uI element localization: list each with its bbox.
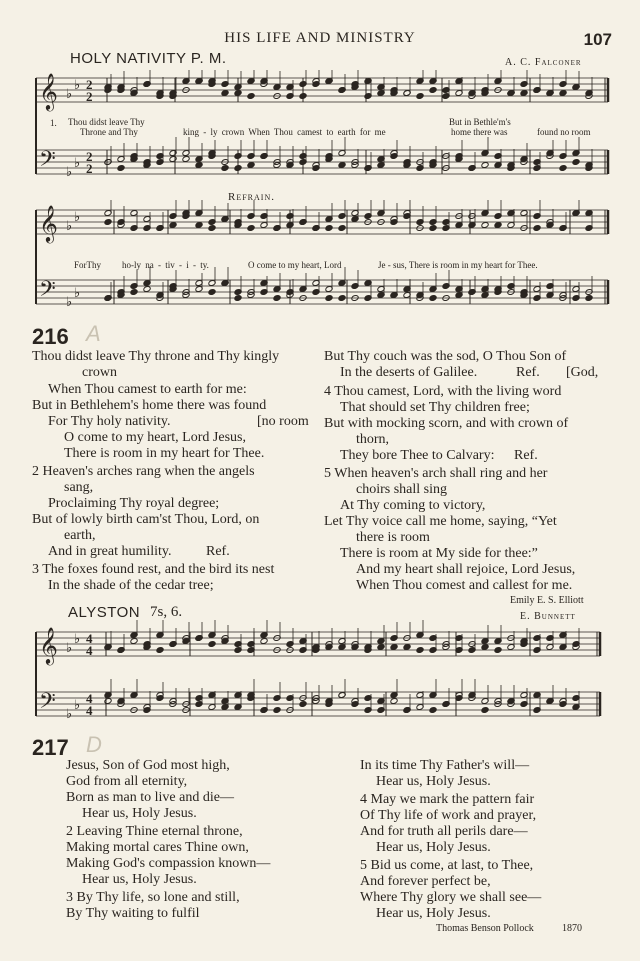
flat-sign: ♭ (74, 77, 81, 92)
hymn217-left-line: Hear us, Holy Jesus. (82, 806, 197, 821)
hymn216-right-line: Let Thy voice call me home, saying, “Yet (324, 514, 557, 529)
hymn217-left-line: 3 By Thy life, so lone and still, (66, 890, 240, 905)
time-signature-denominator: 2 (86, 161, 93, 176)
hymn216-left-line: In the shade of the cedar tree; (48, 578, 214, 593)
tune-name-alyston: ALYSTON (68, 604, 141, 621)
hymn216-right-line: And my heart shall rejoice, Lord Jesus, (356, 562, 576, 577)
flat-sign: ♭ (66, 706, 73, 721)
note-head (481, 644, 489, 651)
hymn216-right-line: choirs shall sing (356, 482, 447, 497)
note-head (130, 638, 138, 645)
hymn216-left-line: earth, (64, 528, 96, 543)
note-head (221, 90, 229, 97)
flat-sign: ♭ (74, 697, 81, 712)
hymn216-right-line: 4 Thou camest, Lord, with the living word (324, 384, 562, 399)
note-head (494, 222, 502, 229)
note-head (468, 165, 476, 172)
flat-sign: ♭ (74, 155, 81, 170)
note-head (403, 644, 411, 651)
hymn216-left-line: [no room (257, 414, 309, 429)
hymn-number-216: 216 (32, 324, 69, 349)
flat-sign: ♭ (66, 86, 73, 101)
hymn216-right-line: Ref. (516, 365, 540, 380)
note-head (195, 222, 203, 229)
hymn217-left-line: Jesus, Son of God most high, (66, 758, 230, 773)
lyric-line-2: Throne and Thy (80, 127, 138, 137)
note-head (442, 701, 450, 708)
hymn216-left-line: crown (82, 365, 117, 380)
hymn216-right-line: In the deserts of Galilee. (340, 365, 478, 380)
note-head (533, 225, 541, 232)
bass-clef-icon: 𝄢 (39, 147, 56, 177)
hymn216-left-line: But of lowly birth cam'st Thou, Lord, on (32, 512, 260, 527)
music-system-3 (0, 620, 640, 740)
hymn217-right-line: Hear us, Holy Jesus. (376, 774, 491, 789)
note-head (273, 295, 281, 302)
note-head (572, 210, 580, 217)
lyric-line-5: home there was (451, 127, 508, 137)
note-head (143, 286, 151, 293)
note-head (351, 644, 359, 651)
lyric-line-3: king - ly crown When Thou camest to earth for me (183, 127, 386, 137)
refrain-lyric-1: ForThy (74, 260, 101, 270)
hymn216-right-line: 5 When heaven's arch shall ring and her (324, 466, 548, 481)
note-head (234, 90, 242, 97)
flat-sign: ♭ (66, 164, 73, 179)
hymn217-left-line: Born as man to live and die— (66, 790, 234, 805)
hymn216-left-line: O come to my heart, Lord Jesus, (64, 430, 246, 445)
note-head (208, 225, 216, 232)
hymn217-right-line: Hear us, Holy Jesus. (376, 840, 491, 855)
hymn216-right-line: At Thy coming to victory, (340, 498, 486, 513)
running-head: HIS LIFE AND MINISTRY (224, 30, 416, 46)
hymn217-left-line: God from all eternity, (66, 774, 188, 789)
author-elliott: Emily E. S. Elliott (510, 595, 584, 606)
hymn216-right-line: there is room (356, 530, 430, 545)
lyric-line-4: But in Bethle'm's (449, 117, 511, 127)
time-signature-numerator: 2 (86, 77, 93, 92)
handwritten-annotation-216: A (86, 321, 101, 346)
note-head (117, 165, 125, 172)
note-head (260, 638, 268, 645)
note-head (169, 156, 177, 163)
note-head (260, 153, 268, 160)
note-head (533, 87, 541, 94)
hymn217-left-line: 2 Leaving Thine eternal throne, (66, 824, 243, 839)
hymn216-left-line: sang, (64, 480, 94, 495)
treble-clef-icon: 𝄞 (39, 204, 58, 242)
note-head (234, 165, 242, 172)
hymn217-left-line: Making God's compassion known— (66, 856, 271, 871)
note-head (169, 222, 177, 229)
bass-clef-icon: 𝄢 (39, 277, 56, 307)
hymn216-right-line: thorn, (356, 432, 390, 447)
hymn217-right-line: And forever perfect be, (360, 874, 491, 889)
author-year: 1870 (562, 923, 582, 934)
hymn216-left-line: There is room in my heart for Thee. (64, 446, 265, 461)
note-head (572, 159, 580, 166)
note-head (299, 93, 307, 100)
hymn216-left-line: But in Bethlehem's home there was found (32, 398, 267, 413)
note-head (585, 295, 593, 302)
note-head (195, 162, 203, 169)
page-number: 107 (583, 30, 612, 49)
verse-label: 1. (50, 118, 57, 128)
flat-sign: ♭ (66, 640, 73, 655)
note-head (429, 87, 437, 94)
note-head (338, 87, 346, 94)
handwritten-annotation-217: D (86, 732, 102, 757)
note-head (390, 698, 398, 705)
note-head (494, 647, 502, 654)
hymn217-right-line: Of Thy life of work and prayer, (360, 808, 537, 823)
note-head (299, 701, 307, 708)
hymn216-right-line: Ref. (514, 448, 538, 463)
note-head (195, 78, 203, 85)
note-head (130, 289, 138, 296)
treble-clef-icon: 𝄞 (39, 72, 58, 110)
refrain-label: Refrain. (228, 191, 275, 203)
hymn217-right-line: 5 Bid us come, at last, to Thee, (360, 858, 534, 873)
flat-sign: ♭ (74, 631, 81, 646)
note-head (117, 647, 125, 654)
note-head (429, 707, 437, 714)
note-head (221, 280, 229, 287)
note-head (390, 292, 398, 299)
note-head (156, 647, 164, 654)
note-head (104, 219, 112, 226)
note-head (546, 90, 554, 97)
flat-sign: ♭ (66, 218, 73, 233)
note-head (247, 225, 255, 232)
hymn217-right-line: Hear us, Holy Jesus. (376, 906, 491, 921)
refrain-lyric-3: O come to my heart, Lord (248, 260, 342, 270)
note-head (507, 90, 515, 97)
note-head (325, 295, 333, 302)
note-head (377, 644, 385, 651)
hymn216-right-line: They bore Thee to Calvary: (340, 448, 495, 463)
note-head (416, 93, 424, 100)
note-head (234, 295, 242, 302)
hymn217-left-line: Making mortal cares Thine own, (66, 840, 249, 855)
hymn216-right-line: There is room at My side for thee:” (340, 546, 538, 561)
hymn216-right-line: But Thy couch was the sod, O Thou Son of (324, 349, 567, 364)
note-head (325, 78, 333, 85)
time-signature-numerator: 4 (86, 631, 93, 646)
note-head (312, 165, 320, 172)
note-head (182, 156, 190, 163)
note-head (338, 225, 346, 232)
note-head (221, 165, 229, 172)
hymn216-right-line: But with mocking scorn, and with crown of (324, 416, 569, 431)
note-head (273, 707, 281, 714)
tune-meter: 7s, 6. (150, 604, 183, 620)
hymn217-right-line: In its time Thy Father's will— (360, 758, 530, 773)
bass-clef-icon: 𝄢 (39, 689, 56, 719)
note-head (104, 644, 112, 651)
note-head (481, 707, 489, 714)
treble-clef-icon: 𝄞 (39, 626, 58, 664)
note-head (481, 222, 489, 229)
note-head (143, 81, 151, 88)
note-head (559, 90, 567, 97)
note-head (260, 707, 268, 714)
hymn216-right-line: [God, (566, 365, 599, 380)
time-signature-numerator: 2 (86, 149, 93, 164)
time-signature-numerator: 4 (86, 691, 93, 706)
note-head (338, 162, 346, 169)
tune-name-holy-nativity: HOLY NATIVITY P. M. (70, 50, 227, 67)
hymn217-left-line: Hear us, Holy Jesus. (82, 872, 197, 887)
refrain-lyric-2: ho-ly na - tiv - i - ty. (122, 260, 209, 270)
note-head (481, 162, 489, 169)
flat-sign: ♭ (74, 209, 81, 224)
note-head (429, 295, 437, 302)
note-head (559, 165, 567, 172)
hymn217-right-line: And for truth all perils dare— (360, 824, 528, 839)
hymn216-left-line: And in great humility. (48, 544, 172, 559)
note-head (247, 162, 255, 169)
note-head (468, 289, 476, 296)
hymn216-right-line: That should set Thy children free; (340, 400, 530, 415)
hymn216-left-line: Proclaiming Thy royal degree; (48, 496, 220, 511)
note-head (208, 289, 216, 296)
note-head (143, 707, 151, 714)
note-head (338, 295, 346, 302)
flat-sign: ♭ (74, 285, 81, 300)
hymn216-left-line: 3 The foxes found rest, and the bird its nest (32, 562, 275, 577)
note-head (520, 90, 528, 97)
hymn216-left-line: For Thy holy nativity. (48, 414, 171, 429)
note-head (208, 641, 216, 648)
lyric-line-6: found no room (537, 127, 591, 137)
hymn217-left-line: By Thy waiting to fulfil (66, 906, 200, 921)
note-head (247, 93, 255, 100)
time-signature-denominator: 4 (86, 643, 93, 658)
note-head (286, 162, 294, 169)
note-head (546, 698, 554, 705)
note-head (104, 698, 112, 705)
note-head (429, 225, 437, 232)
hymn216-left-line: When Thou camest to earth for me: (48, 382, 247, 397)
time-signature-denominator: 2 (86, 89, 93, 104)
note-head (195, 635, 203, 642)
note-head (182, 638, 190, 645)
refrain-lyric-4: Je - sus, There is room in my heart for Thee. (378, 260, 538, 270)
note-head (416, 647, 424, 654)
note-head (325, 225, 333, 232)
note-head (390, 219, 398, 226)
lyric-line-1: Thou didst leave Thy (68, 117, 145, 127)
note-head (325, 644, 333, 651)
hymn217-right-line: Where Thy glory we shall see— (360, 890, 542, 905)
composer-bunnett: E. Bunnett (520, 611, 576, 622)
note-head (156, 225, 164, 232)
note-head (221, 216, 229, 223)
hymn216-left-line: 2 Heaven's arches rang when the angels (32, 464, 255, 479)
hymn216-left-line: Thou didst leave Thy throne and Thy kingly (32, 349, 280, 364)
note-head (572, 84, 580, 91)
hymn217-right-line: 4 May we mark the pattern fair (360, 792, 535, 807)
note-head (559, 225, 567, 232)
hymn-number-217: 217 (32, 735, 69, 760)
note-head (390, 644, 398, 651)
composer-falconer: A. C. Falconer (505, 57, 582, 68)
hymn216-right-line: When Thou comest and callest for me. (356, 578, 573, 593)
author-pollock: Thomas Benson Pollock (436, 923, 534, 934)
flat-sign: ♭ (66, 294, 73, 309)
hymn216-left-line: Ref. (206, 544, 230, 559)
time-signature-denominator: 4 (86, 703, 93, 718)
